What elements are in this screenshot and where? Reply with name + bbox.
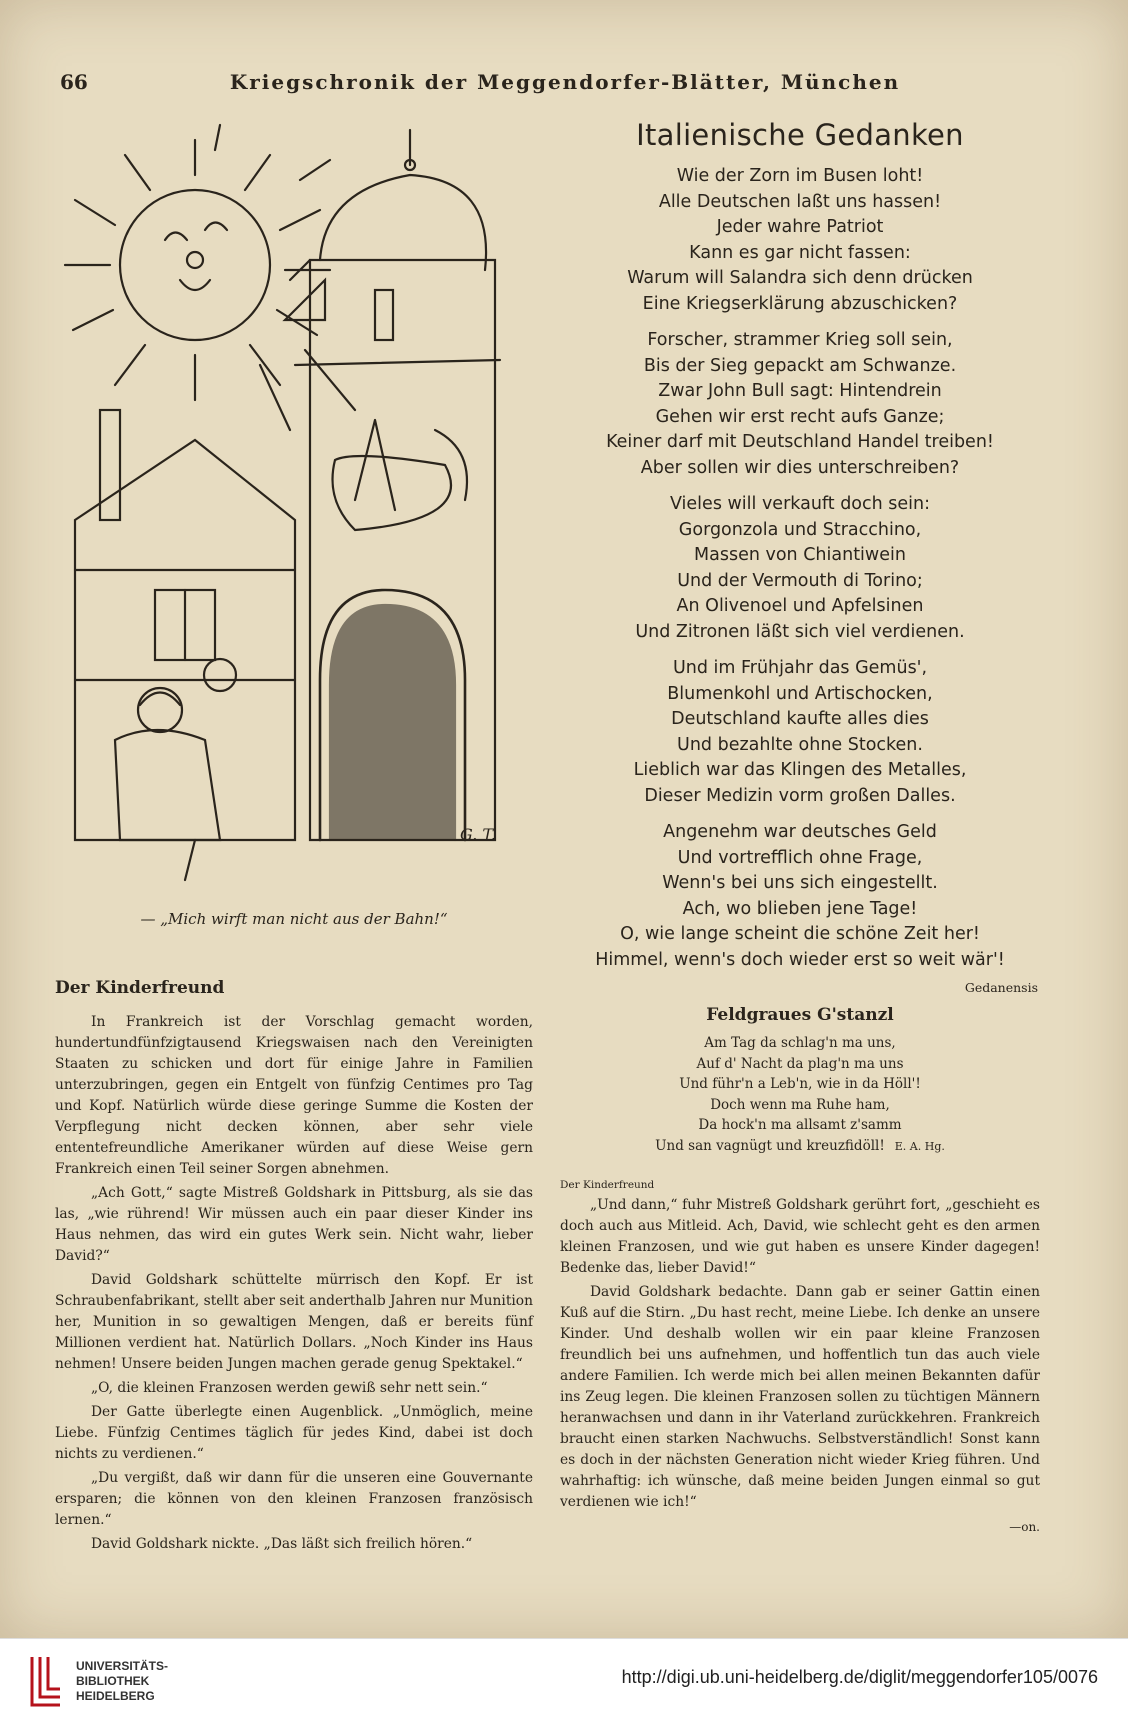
poem-line: Kann es gar nicht fassen: <box>689 242 911 263</box>
article-paragraph: „Du vergißt, daß wir dann für die unseren eine Gouvernante ersparen; die können von den kleinen Franzosen französisch lernen.“ <box>55 1470 533 1528</box>
small-poem-body <box>560 1033 1040 1157</box>
small-poem-signature: E. A. Hg. <box>894 1139 945 1153</box>
poem-line: Und der Vermouth di Torino; <box>677 570 923 591</box>
poem-line: Massen von Chiantiwein <box>694 545 906 565</box>
poem-stanza <box>560 328 1040 481</box>
poem-line: An Olivenoel und Apfelsinen <box>676 596 924 616</box>
continuation-paragraph: David Goldshark bedachte. Dann gab er seiner Gattin einen Kuß auf die Stirn. „Du hast recht, meine Liebe. Ich denke an unsere Kinder. Und deshalb wollen wir ein paar kleine Franzosen freundlich bei uns aufnehmen, und hoffentlich tun das auch viele andere Familien. Ich werde mich bei allen meinen Bekannten dafür ins Zeug legen. Die kleinen Franzosen sollen zu tüchtigen Männern heranwachsen und dann in ihr Vaterland zurückkehren. Frankreich braucht einen starken Nachwuchs. Selbstverständlich! Sonst kann es doch in der nächsten Generation nicht wieder Krieg führen. Und wahrhaftig: ich wünsche, daß meine beiden Jungen einmal so gut verdienen wie ich!“ <box>560 1284 1040 1510</box>
poem-line: Jeder wahre Patriot <box>716 217 884 237</box>
poem-line: Gorgonzola und Stracchino, <box>678 519 922 540</box>
article-title: Der Kinderfreund <box>55 978 225 998</box>
sun-icon <box>120 190 270 340</box>
article-paragraph: David Goldshark schüttelte mürrisch den Kopf. Er ist Schraubenfabrikant, stellt aber seit anderthalb Jahren nur Munition her, Munition in so gewaltigen Mengen, daß er bereits fünf Millionen verdient hat. Natürlich Dollars. „Noch Kinder ins Haus nehmen! Unsere beiden Jungen machen gerade genug Spektakel.“ <box>55 1272 533 1372</box>
library-name-line: HEIDELBERG <box>76 1689 155 1703</box>
small-poem-line <box>560 1074 1040 1095</box>
poem-line: Lieblich war das Klingen des Metalles, <box>633 760 967 780</box>
continuation-paragraph: „Und dann,“ fuhr Mistreß Goldshark gerührt fort, „geschieht es doch auch aus Mitleid. Ach, David, wie schlecht geht es den armen kleinen Franzosen, und wie gut haben es unsere Kinder dagegen! Bedenke das, lieber David!“ <box>560 1197 1040 1276</box>
poem-line: Vieles will verkauft doch sein: <box>669 494 931 514</box>
poem-stanza <box>560 164 1040 317</box>
small-poem-line-text: Auf d' Nacht da plag'n ma uns <box>696 1055 904 1072</box>
running-title: Kriegschronik der Meggendorfer-Blätter, München <box>229 70 901 94</box>
poem-line: Gehen wir erst recht aufs Ganze; <box>655 406 945 427</box>
poem-line: Wenn's bei uns sich eingestellt. <box>662 873 938 893</box>
poem-body <box>560 164 1040 973</box>
permalink-url[interactable]: http://digi.ub.uni-heidelberg.de/diglit/meggendorfer105/0076 <box>621 1667 1098 1687</box>
continuation-signature: —on. <box>1009 1520 1040 1534</box>
poem-line: Blumenkohl und Artischocken, <box>667 683 933 704</box>
viewer-footer <box>0 1638 1128 1721</box>
continuation-label: Der Kinderfreund <box>560 1179 655 1191</box>
poem-stanza <box>560 492 1040 645</box>
poem-line: Deutschland kaufte alles dies <box>671 709 929 729</box>
small-poem-line <box>560 1033 1040 1054</box>
small-poem-line-text: Und führ'n a Leb'n, wie in da Höll'! <box>679 1076 921 1092</box>
poem-line: Forscher, strammer Krieg soll sein, <box>647 330 953 350</box>
poem-line: Und Zitronen läßt sich viel verdienen. <box>635 621 965 642</box>
library-logo-icon <box>26 1653 66 1709</box>
man-head-icon <box>138 688 182 732</box>
sun-rays-icon <box>65 125 355 430</box>
poem-line: Himmel, wenn's doch wieder erst so weit wär'! <box>595 949 1005 970</box>
poem-line: Ach, wo blieben jene Tage! <box>682 898 918 919</box>
poem-line: Angenehm war deutsches Geld <box>663 822 937 842</box>
poem-stanza <box>560 820 1040 973</box>
poem-line: Wie der Zorn im Busen loht! <box>676 166 924 186</box>
page-number: 66 <box>60 70 88 94</box>
poem-line: Und vortrefflich ohne Frage, <box>677 847 923 868</box>
small-poem-line-text: Am Tag da schlag'n ma uns, <box>704 1035 896 1051</box>
article-kinderfreund <box>55 978 533 1555</box>
illustration-caption: — „Mich wirft man nicht aus der Bahn!“ <box>140 910 448 928</box>
small-poem-line-text: Da hock'n ma allsamt z'samm <box>698 1117 902 1133</box>
library-name <box>76 1659 168 1704</box>
poem-line: Dieser Medizin vorm großen Dalles. <box>644 785 956 806</box>
illustration-signature: G. T. <box>460 825 496 844</box>
small-poem-line <box>560 1095 1040 1116</box>
poem-line: Warum will Salandra sich denn drücken <box>627 268 973 288</box>
page-header <box>60 70 1070 100</box>
small-poem-title: Feldgraues G'stanzl <box>706 1005 894 1025</box>
poem-line: Zwar John Bull sagt: Hintendrein <box>658 381 942 401</box>
article-paragraph: In Frankreich ist der Vorschlag gemacht worden, hundertundfünfzigtausend Kriegswaisen nach den Vereinigten Staaten zu schicken und dort für einige Jahre in Familien unterzubringen, gegen ein Entgelt von fünfzig Centimes pro Tag und Kopf. Natürlich würde diese geringe Summe die Kosten der Verpflegung nicht decken können, aber sehr viele ententefreundliche Amerikaner würden auf diese Weise gern Frankreich einen Teil seiner Sorgen abnehmen. <box>55 1014 533 1177</box>
small-poem-line <box>560 1115 1040 1136</box>
small-poem-line-text: Doch wenn ma Ruhe ham, <box>710 1096 890 1113</box>
library-name-line: UNIVERSITÄTS- <box>76 1659 169 1673</box>
article-paragraph: David Goldshark nickte. „Das läßt sich freilich hören.“ <box>91 1536 473 1552</box>
left-column <box>55 120 533 1558</box>
small-poem-line <box>560 1054 1040 1075</box>
continuation-signature-row <box>560 1516 1040 1535</box>
poem-line: Und im Frühjahr das Gemüs', <box>672 658 928 678</box>
article-paragraph: Der Gatte überlegte einen Augenblick. „Unmöglich, meine Liebe. Fünfzig Centimes täglich für jedes Kind, dabei ist doch nichts zu verdienen.“ <box>55 1404 533 1462</box>
poem-line: Keiner darf mit Deutschland Handel treiben! <box>606 432 994 452</box>
poem-stanza <box>560 656 1040 809</box>
poem-signature: Gedanensis <box>964 980 1038 995</box>
small-poem-line-text: Und san vagnügt und kreuzfidöll! <box>655 1137 885 1154</box>
library-name-line: BIBLIOTHEK <box>76 1674 150 1688</box>
poem-line: O, wie lange scheint die schöne Zeit her! <box>620 924 980 944</box>
article-paragraph: „Ach Gott,“ sagte Mistreß Goldshark in Pittsburg, als sie das las, „wie rührend! Wir müssen auch ein paar dieser Kinder ins Haus nehmen, das wird ein gutes Werk sein. Nicht wahr, lieber David?“ <box>55 1185 533 1264</box>
small-poem-line <box>560 1136 1040 1158</box>
poem-line: Aber sollen wir dies unterschreiben? <box>640 457 960 478</box>
poem-line: Alle Deutschen laßt uns hassen! <box>658 191 942 212</box>
cartoon-illustration <box>55 120 533 900</box>
article-paragraph: „O, die kleinen Franzosen werden gewiß sehr nett sein.“ <box>91 1380 488 1396</box>
poem-line: Bis der Sieg gepackt am Schwanze. <box>643 355 957 376</box>
poem-title: Italienische Gedanken <box>636 118 964 152</box>
poem-line: Und bezahlte ohne Stocken. <box>677 734 923 755</box>
poem-line: Eine Kriegserklärung abzuschicken? <box>642 293 958 314</box>
right-column <box>560 118 1040 1535</box>
